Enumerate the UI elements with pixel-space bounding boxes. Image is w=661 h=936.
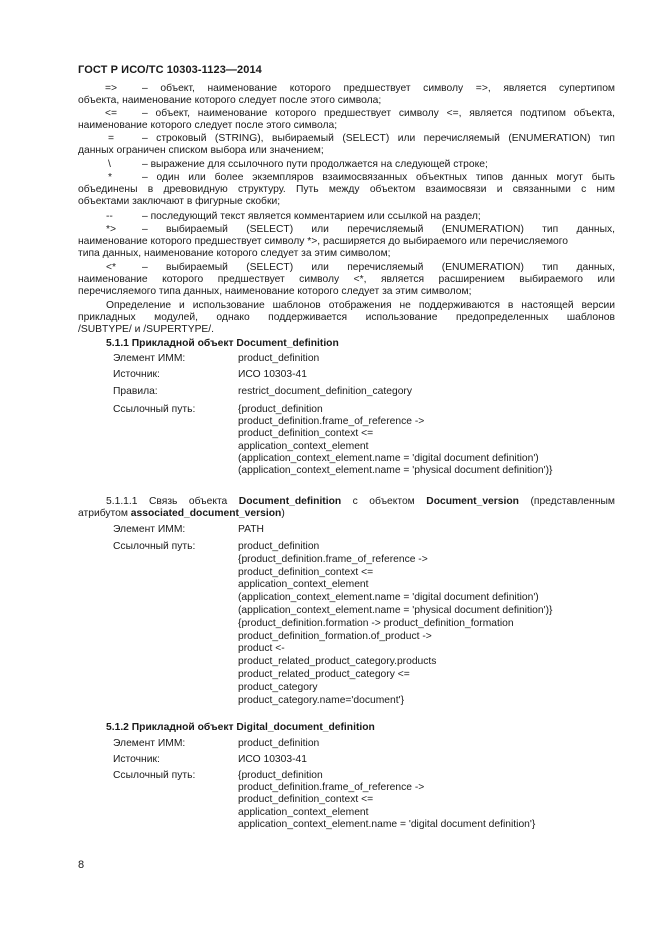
heading-text: атрибутом — [78, 508, 128, 519]
legend-text: – строковый (STRING), выбираемый (SELECT) или перечисляемый (ENUMERATION) тип — [142, 133, 615, 144]
reference-path — [238, 770, 535, 831]
section-heading: 5.1.1 Прикладной объект Document_definition — [106, 338, 339, 349]
source-value: ИСО 10303-41 — [238, 754, 307, 765]
legend-text: – выражение для ссылочного пути продолжается на следующей строке; — [142, 159, 488, 170]
heading-text: 5.1.1.1 Связь объекта — [106, 496, 228, 507]
entity-name: Document_version — [426, 496, 519, 507]
legend-text: – выбираемый (SELECT) или перечисляемый (ENUMERATION) тип данных, — [142, 262, 615, 273]
source-value: ИСО 10303-41 — [238, 369, 307, 380]
legend-text: – объект, наименование которого предшествует символу =>, является супертипом — [142, 83, 615, 94]
legend-text: – выбираемый (SELECT) или перечисляемый (ENUMERATION) тип данных, — [142, 224, 615, 235]
path-line: product_definition.frame_of_reference -> — [238, 416, 425, 428]
source-label: Источник: — [113, 369, 160, 380]
legend-text: – последующий текст является комментарием или ссылкой на раздел; — [142, 211, 481, 222]
subsection-heading — [106, 496, 615, 508]
legend-symbol: <= — [105, 108, 118, 119]
legend-text: – один или более экземпляров взаимосвязанных объектных типов данных могут быть — [142, 172, 615, 183]
legend-text: объектами заключают в фигурные скобки; — [78, 196, 281, 207]
legend-text: наименование которого следует после этого символа; — [78, 120, 338, 131]
path-line: (application_context_element.name = 'physical document definition')} — [238, 604, 553, 616]
document-header: ГОСТ Р ИСО/ТС 10303-1123—2014 — [78, 64, 262, 76]
path-line: product_definition_context <= — [238, 428, 374, 440]
imm-label: Элемент ИММ: — [113, 738, 186, 749]
path-line: (application_context_element.name = 'digital document definition') — [238, 452, 539, 464]
note-paragraph: прикладных модулей, однако поддерживается использование предопределенных шаблонов — [78, 312, 615, 323]
path-line: application_context_element — [238, 440, 369, 452]
heading-text: (представленным — [530, 496, 615, 507]
legend-symbol: \ — [108, 159, 111, 170]
legend-symbol: *> — [106, 224, 117, 235]
path-line: product_related_product_category <= — [238, 668, 410, 680]
path-line: product_definition_context <= — [238, 566, 374, 578]
path-line: (application_context_element.name = 'physical document definition')} — [238, 465, 553, 477]
path-line: {product_definition.formation -> product_definition_formation — [238, 617, 514, 629]
legend-text: наименование которого предшествует символу *>, расширяется до выбираемого или перечисляемого — [78, 236, 569, 247]
path-label: Ссылочный путь: — [113, 770, 196, 781]
legend-text: наименование которого предшествует символу <*, является расширением выбираемого или — [78, 274, 615, 285]
legend-text: данных ограничен списком выбора или значением; — [78, 145, 324, 156]
path-line: {product_definition — [238, 404, 323, 415]
reference-path — [238, 541, 552, 707]
imm-value: product_definition — [238, 738, 320, 749]
entity-name: Document_definition — [238, 496, 342, 507]
path-line: product <- — [238, 643, 285, 655]
legend-text: объединены в древовидную структуру. Путь между объектом взаимосвязи и связанными с ним — [78, 184, 615, 195]
section-heading: 5.1.2 Прикладной объект Digital_document_definition — [106, 722, 375, 733]
legend-symbol: = — [108, 133, 115, 144]
path-line: product_related_product_category.products — [238, 656, 437, 668]
imm-value: product_definition — [238, 353, 320, 364]
attribute-name: associated_document_version — [130, 508, 282, 519]
path-line: product_definition_context <= — [238, 794, 374, 806]
subsection-heading-cont — [78, 508, 285, 520]
page-number: 8 — [78, 859, 85, 871]
path-line: product_definition — [238, 541, 320, 552]
reference-path — [238, 404, 552, 477]
legend-symbol: -- — [106, 211, 113, 222]
legend-symbol: => — [105, 83, 118, 94]
heading-text: ) — [281, 508, 285, 519]
legend-symbol: * — [108, 172, 113, 183]
note-paragraph: Определение и использование шаблонов отображения не поддерживаются в настоящей версии — [106, 300, 615, 311]
path-label: Ссылочный путь: — [113, 404, 196, 415]
path-line: {product_definition.frame_of_reference -> — [238, 553, 428, 565]
path-line: application_context_element — [238, 806, 369, 818]
path-line: (application_context_element.name = 'digital document definition') — [238, 592, 539, 604]
imm-value: PATH — [238, 524, 264, 535]
rules-value: restrict_document_definition_category — [238, 386, 413, 397]
rules-label: Правила: — [113, 386, 158, 397]
path-line: application_context_element — [238, 579, 369, 591]
path-line: product_definition.frame_of_reference -> — [238, 782, 425, 794]
path-line: product_category — [238, 681, 318, 693]
legend-text: объекта, наименование которого следует после этого символа; — [78, 95, 382, 106]
path-line: {product_definition — [238, 770, 323, 781]
path-line: product_definition_formation.of_product -> — [238, 630, 432, 642]
legend-text: типа данных, наименование которого следует за этим символом; — [78, 248, 391, 259]
legend-text: – объект, наименование которого предшествует символу <=, является подтипом объекта, — [142, 108, 615, 119]
legend-symbol: <* — [106, 262, 117, 273]
note-paragraph: /SUBTYPE/ и /SUPERTYPE/. — [78, 324, 215, 335]
legend-text: перечисляемого типа данных, наименование которого следует за этим символом; — [78, 286, 472, 297]
path-line: application_context_element.name = 'digital document definition'} — [238, 818, 536, 830]
path-line: product_category.name='document'} — [238, 694, 405, 706]
imm-label: Элемент ИММ: — [113, 524, 186, 535]
source-label: Источник: — [113, 754, 160, 765]
heading-text: с объектом — [352, 496, 415, 507]
imm-label: Элемент ИММ: — [113, 353, 186, 364]
path-label: Ссылочный путь: — [113, 541, 196, 552]
